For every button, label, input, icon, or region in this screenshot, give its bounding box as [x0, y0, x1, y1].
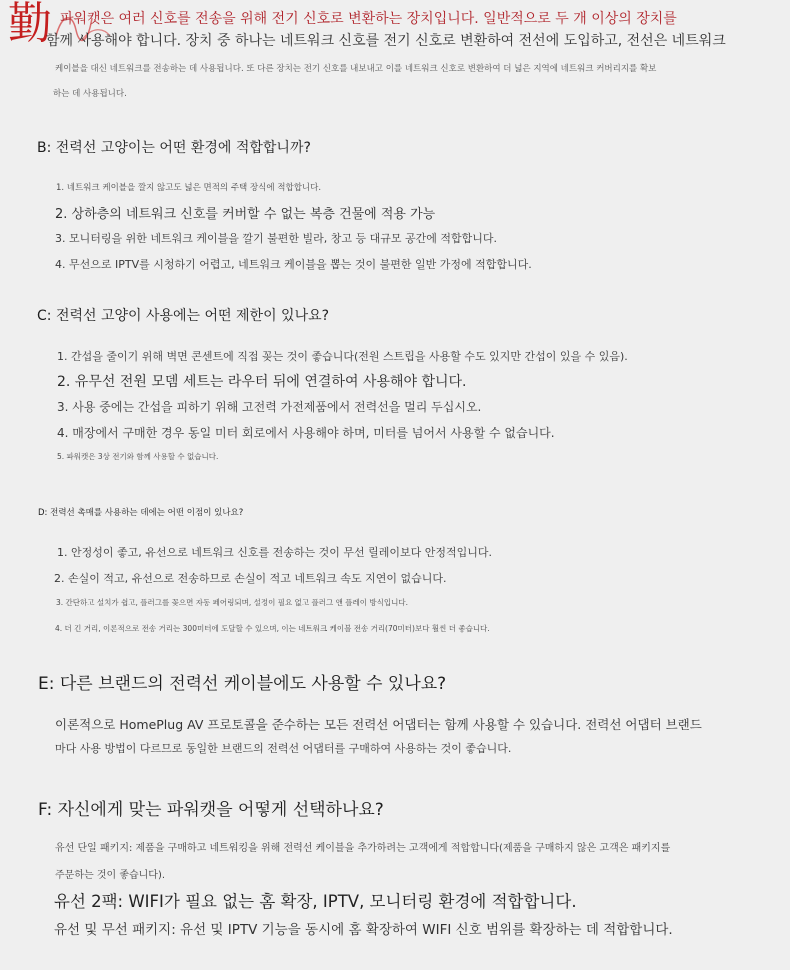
section-c-item: 3. 사용 중에는 간섭을 피하기 위해 고전력 가전제품에서 전력선을 멀리 두십시오.: [57, 400, 482, 414]
intro-line-2: 함께 사용해야 합니다. 장치 중 하나는 네트워크 신호를 전기 신호로 변환하여 전선에 도입하고, 전선은 네트워크: [46, 33, 726, 49]
section-c-item: 2. 유무선 전원 모뎀 세트는 라우터 뒤에 연결하여 사용해야 합니다.: [57, 374, 467, 390]
section-d-item: 1. 안정성이 좋고, 유선으로 네트워크 신호를 전송하는 것이 무선 릴레이보다 안정적입니다.: [57, 546, 492, 559]
section-c-item: 5. 파워캣은 3상 전기와 함께 사용할 수 없습니다.: [57, 452, 219, 461]
section-b-item: 2. 상하층의 네트워크 신호를 커버할 수 없는 복층 건물에 적용 가능: [55, 207, 436, 222]
intro-line-3: 케이블을 대신 네트워크를 전송하는 데 사용됩니다. 또 다른 장치는 전기 신호를 내보내고 이를 네트워크 신호로 변환하여 더 넓은 지역에 네트워크 커버리지를 확보: [55, 64, 657, 74]
section-f-line: 주문하는 것이 좋습니다).: [55, 870, 166, 881]
section-f-line: 유선 및 무선 패키지: 유선 및 IPTV 기능을 동시에 홈 확장하여 WIFI 신호 범위를 확장하는 데 적합합니다.: [54, 922, 673, 938]
section-b-item: 1. 네트워크 케이블을 깔지 않고도 넓은 면적의 주택 장식에 적합합니다.: [56, 183, 322, 193]
section-d-heading: D: 전력선 촉매를 사용하는 데에는 어떤 이점이 있나요?: [38, 508, 244, 518]
section-b-item: 4. 무선으로 IPTV를 시청하기 어렵고, 네트워크 케이블을 뽑는 것이 불편한 일반 가정에 적합합니다.: [55, 258, 532, 271]
section-e-line: 마다 사용 방법이 다르므로 동일한 브랜드의 전력선 어댑터를 구매하여 사용하는 것이 좋습니다.: [55, 742, 512, 755]
section-f-heading: F: 자신에게 맞는 파워캣을 어떻게 선택하나요?: [38, 800, 384, 820]
section-e-heading: E: 다른 브랜드의 전력선 케이블에도 사용할 수 있나요?: [38, 674, 447, 694]
section-b-item: 3. 모니터링을 위한 네트워크 케이블을 깔기 불편한 빌라, 창고 등 대규모 공간에 적합합니다.: [55, 232, 497, 245]
section-d-item: 2. 손실이 적고, 유선으로 전송하므로 손실이 적고 네트워크 속도 지연이 없습니다.: [54, 572, 447, 585]
section-f-line: 유선 단일 패키지: 제품을 구매하고 네트워킹을 위해 전력선 케이블을 추가하려는 고객에게 적합합니다(제품을 구매하지 않은 고객은 패키지를: [55, 843, 671, 854]
watermark-char: 勤: [8, 0, 52, 49]
section-c-item: 1. 간섭을 줄이기 위해 벽면 콘센트에 직접 꽂는 것이 좋습니다(전원 스트립을 사용할 수도 있지만 간섭이 있을 수 있음).: [57, 350, 628, 363]
section-e-line: 이론적으로 HomePlug AV 프로토콜을 준수하는 모든 전력선 어댑터는 함께 사용할 수 있습니다. 전력선 어댑터 브랜드: [55, 717, 702, 732]
section-c-heading: C: 전력선 고양이 사용에는 어떤 제한이 있나요?: [37, 308, 330, 324]
intro-line-4: 하는 데 사용됩니다.: [53, 89, 127, 99]
intro-line-1: 파워캣은 여러 신호를 전송을 위해 전기 신호로 변환하는 장치입니다. 일반적으로 두 개 이상의 장치를: [60, 11, 677, 27]
section-f-line: 유선 2팩: WIFI가 필요 없는 홈 확장, IPTV, 모니터링 환경에 적합합니다.: [54, 892, 577, 911]
section-d-item: 4. 더 긴 거리, 이론적으로 전송 거리는 300미터에 도달할 수 있으며, 이는 네트워크 케이블 전송 거리(70미터)보다 훨씬 더 좋습니다.: [55, 624, 490, 633]
section-d-item: 3. 간단하고 설치가 쉽고, 플러그를 꽂으면 자동 페어링되며, 설정이 필요 없고 플러그 앤 플레이 방식입니다.: [56, 598, 408, 607]
section-b-heading: B: 전력선 고양이는 어떤 환경에 적합합니까?: [37, 140, 311, 156]
section-c-item: 4. 매장에서 구매한 경우 동일 미터 회로에서 사용해야 하며, 미터를 넘어서 사용할 수 없습니다.: [57, 426, 555, 440]
